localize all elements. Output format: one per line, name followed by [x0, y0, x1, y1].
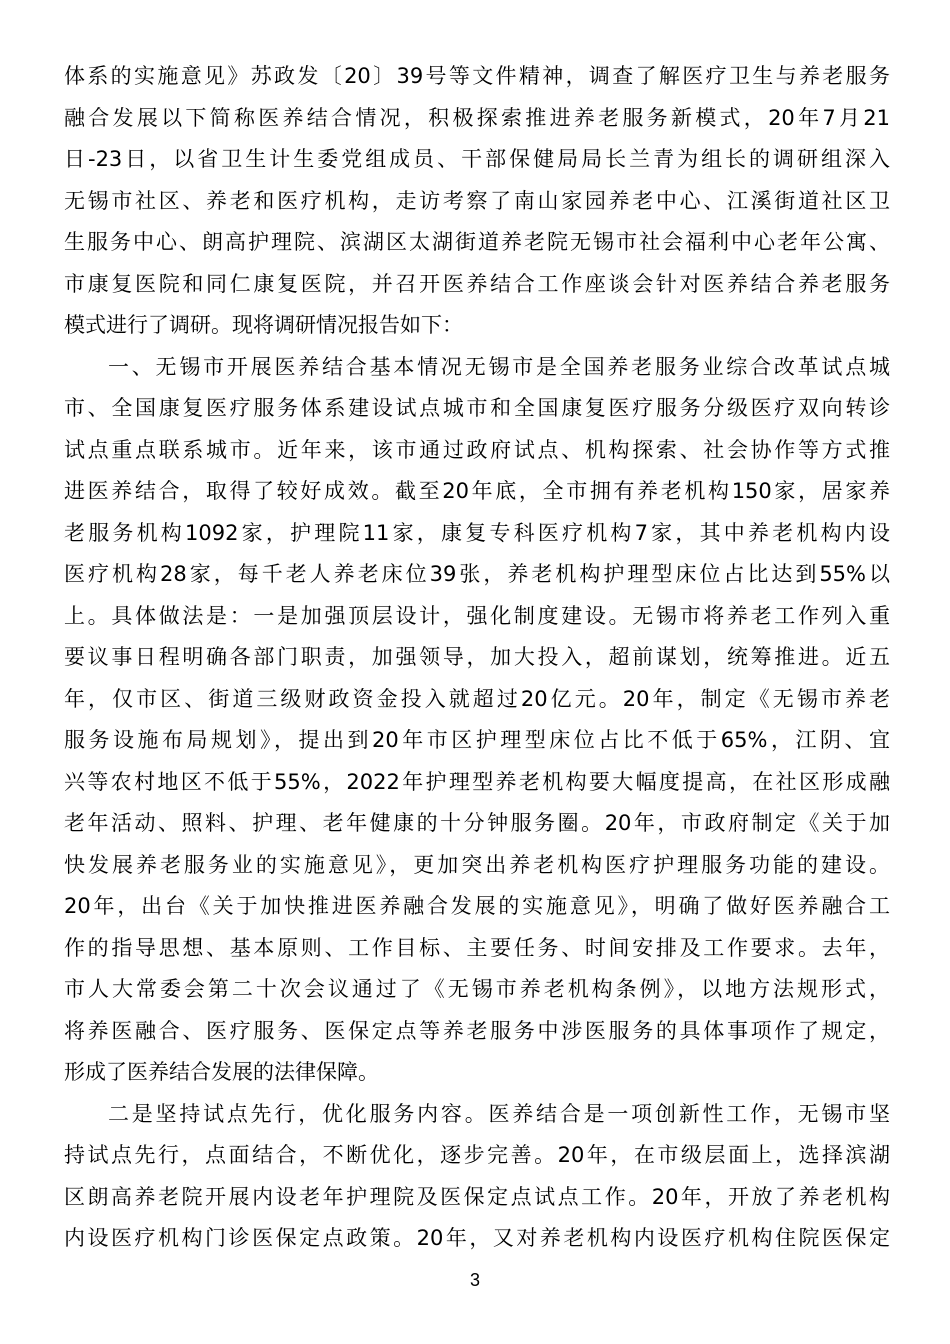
text-line: 区朗高养老院开展内设老年护理院及医保定点试点工作。20年，开放了养老机构 [64, 1184, 890, 1209]
text-line: 融合发展以下简称医养结合情况，积极探索推进养老服务新模式，20年7月21 [64, 105, 890, 130]
text-line: 二是坚持试点先行，优化服务内容。医养结合是一项创新性工作，无锡市坚 [108, 1101, 890, 1126]
text-line: 一、无锡市开展医养结合基本情况无锡市是全国养老服务业综合改革试点城 [108, 354, 890, 379]
text-line: 市、全国康复医疗服务体系建设试点城市和全国康复医疗服务分级医疗双向转诊 [64, 396, 890, 420]
text-line: 持试点先行，点面结合，不断优化，逐步完善。20年，在市级层面上，选择滨湖 [64, 1143, 890, 1167]
text-line: 年，仅市区、街道三级财政资金投入就超过20亿元。20年，制定《无锡市养老 [64, 686, 890, 711]
text-line: 无锡市社区、养老和医疗机构，走访考察了南山家园养老中心、江溪街道社区卫 [64, 188, 890, 213]
text-line: 模式进行了调研。现将调研情况报告如下： [64, 313, 463, 337]
text-line: 将养医融合、医疗服务、医保定点等养老服务中涉医服务的具体事项作了规定， [64, 1018, 890, 1043]
text-line: 试点重点联系城市。近年来，该市通过政府试点、机构探索、社会协作等方式推 [64, 437, 890, 462]
text-line: 20年，出台《关于加快推进医养融合发展的实施意见》，明确了做好医养融合工 [64, 894, 890, 918]
text-line: 日-23日，以省卫生计生委党组成员、干部保健局局长兰青为组长的调研组深入 [64, 147, 890, 171]
text-line: 上。具体做法是：一是加强顶层设计，强化制度建设。无锡市将养老工作列入重 [64, 603, 890, 628]
text-line: 兴等农村地区不低于55%，2022年护理型养老机构要大幅度提高，在社区形成融 [64, 769, 890, 794]
page-number: 3 [469, 1270, 480, 1290]
text-line: 市人大常委会第二十次会议通过了《无锡市养老机构条例》，以地方法规形式， [64, 977, 890, 1001]
text-line: 作的指导思想、基本原则、工作目标、主要任务、时间安排及工作要求。去年， [64, 935, 890, 960]
text-line: 形成了医养结合发展的法律保障。 [64, 1060, 379, 1084]
text-line: 生服务中心、朗高护理院、滨湖区太湖街道养老院无锡市社会福利中心老年公寓、 [64, 230, 890, 254]
text-line: 体系的实施意见》苏政发〔20〕39号等文件精神，调查了解医疗卫生与养老服务 [64, 64, 890, 88]
text-line: 市康复医院和同仁康复医院，并召开医养结合工作座谈会针对医养结合养老服务 [64, 271, 890, 296]
text-line: 老年活动、照料、护理、老年健康的十分钟服务圈。20年，市政府制定《关于加 [64, 811, 890, 835]
text-line: 医疗机构28家，每千老人养老床位39张，养老机构护理型床位占比达到55%以 [64, 562, 890, 586]
text-line: 服务设施布局规划》，提出到20年市区护理型床位占比不低于65%，江阴、宜 [64, 728, 890, 752]
text-line: 要议事日程明确各部门职责，加强领导，加大投入，超前谋划，统筹推进。近五 [64, 645, 890, 669]
text-line: 快发展养老服务业的实施意见》，更加突出养老机构医疗护理服务功能的建设。 [64, 852, 890, 877]
text-line: 内设医疗机构门诊医保定点政策。20年，又对养老机构内设医疗机构住院医保定 [64, 1226, 890, 1250]
text-line: 老服务机构1092家，护理院11家，康复专科医疗机构7家，其中养老机构内设 [64, 520, 890, 545]
text-line: 进医养结合，取得了较好成效。截至20年底，全市拥有养老机构150家，居家养 [64, 479, 890, 503]
body-text [64, 56, 890, 1260]
